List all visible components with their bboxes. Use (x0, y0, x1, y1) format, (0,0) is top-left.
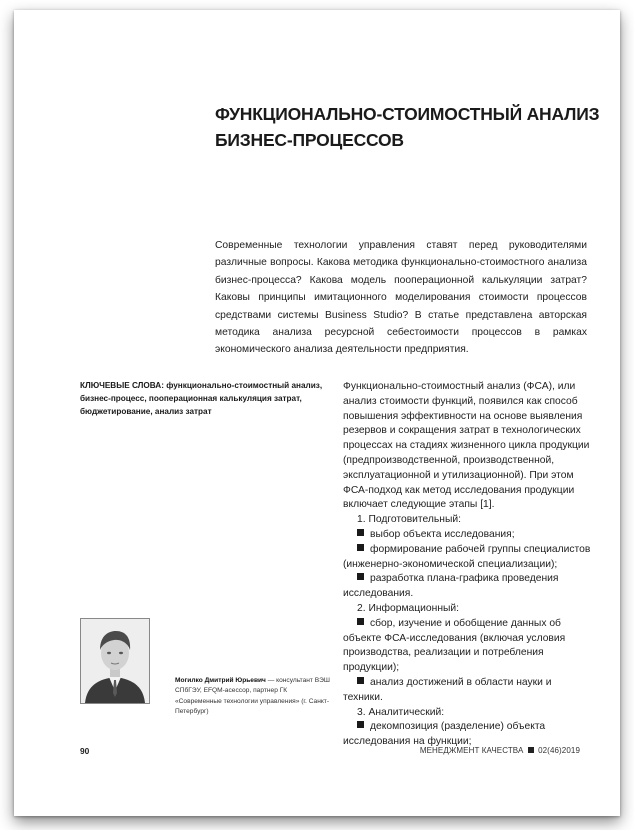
stage-heading: 2. Информационный: (357, 602, 460, 614)
stage-heading: 1. Подготовительный: (357, 514, 461, 526)
bullet-square-icon (357, 721, 364, 728)
square-separator-icon (528, 747, 534, 753)
article-title: ФУНКЦИОНАЛЬНО-СТОИМОСТНЫЙ АНАЛИЗ БИЗНЕС-ПРОЦЕССОВ (215, 104, 600, 150)
bullet-square-icon (357, 529, 364, 536)
author-photo (80, 618, 150, 704)
bullet-square-icon (357, 573, 364, 580)
body-intro: Функционально-стоимостный анализ (ФСА), или анализ стоимости функций, появился как способ повышения эффективности на основе выявления резервов и сокращения затрат в технологических процессах на стадиях жизненного цикла продукции (предпроизводственной, производственной, эксплуатационной и утилизационной). При этом ФСА-подход как метод исследования продукции включает следующие этапы [1]. (343, 381, 590, 511)
list-item: выбор объекта исследования; (343, 528, 591, 543)
journal-name: МЕНЕДЖМЕНТ КАЧЕСТВА (419, 746, 524, 755)
author-name: Могилко Дмитрий Юрьевич (175, 677, 266, 684)
bullet-square-icon (357, 677, 364, 684)
list-item: декомпозиция (разделение) объекта исследования на функции; (343, 721, 546, 748)
article-body (343, 380, 591, 750)
author-description: — консультант ВЭШ СПбГЭУ, EFQM-асессор, партнер ГК «Современные технологии управления» (г. Санкт-Петербург) (175, 677, 330, 716)
issue-number: 02(46)2019 (538, 746, 580, 755)
bullet-square-icon (357, 618, 364, 625)
bullet-square-icon (357, 544, 364, 551)
list-item: формирование рабочей группы специалистов (инженерно-экономической специализации); (343, 543, 591, 570)
journal-footer (420, 746, 580, 755)
journal-page (14, 10, 620, 816)
keywords: КЛЮЧЕВЫЕ СЛОВА: функционально-стоимостный анализ, бизнес-процесс, пооперационная калькуляция затрат, бюджетирование, анализ затрат (80, 381, 323, 417)
list-item: разработка плана-графика проведения исследования. (343, 573, 559, 600)
author-info (175, 676, 333, 718)
stage-heading: 3. Аналитический: (357, 706, 445, 718)
list-item: анализ достижений в области науки и техники. (343, 676, 552, 703)
page-number: 90 (80, 746, 90, 756)
article-abstract: Современные технологии управления ставят перед руководителями различные вопросы. Какова методика функционально-стоимостного анализа бизнес-процесса? Какова модель пооперационной калькуляции затрат? Каковы принципы имитационного моделирования стоимости процессов средствами системы Business Studio? В статье представлена авторская методика анализа ресурсной себестоимости процессов в рамках экономического анализа деятельности предприятия. (215, 240, 587, 356)
list-item: сбор, изучение и обобщение данных об объекте ФСА-исследования (включая условия производства, реализации и потребления продукции); (343, 617, 566, 674)
author-portrait-image (81, 619, 149, 703)
